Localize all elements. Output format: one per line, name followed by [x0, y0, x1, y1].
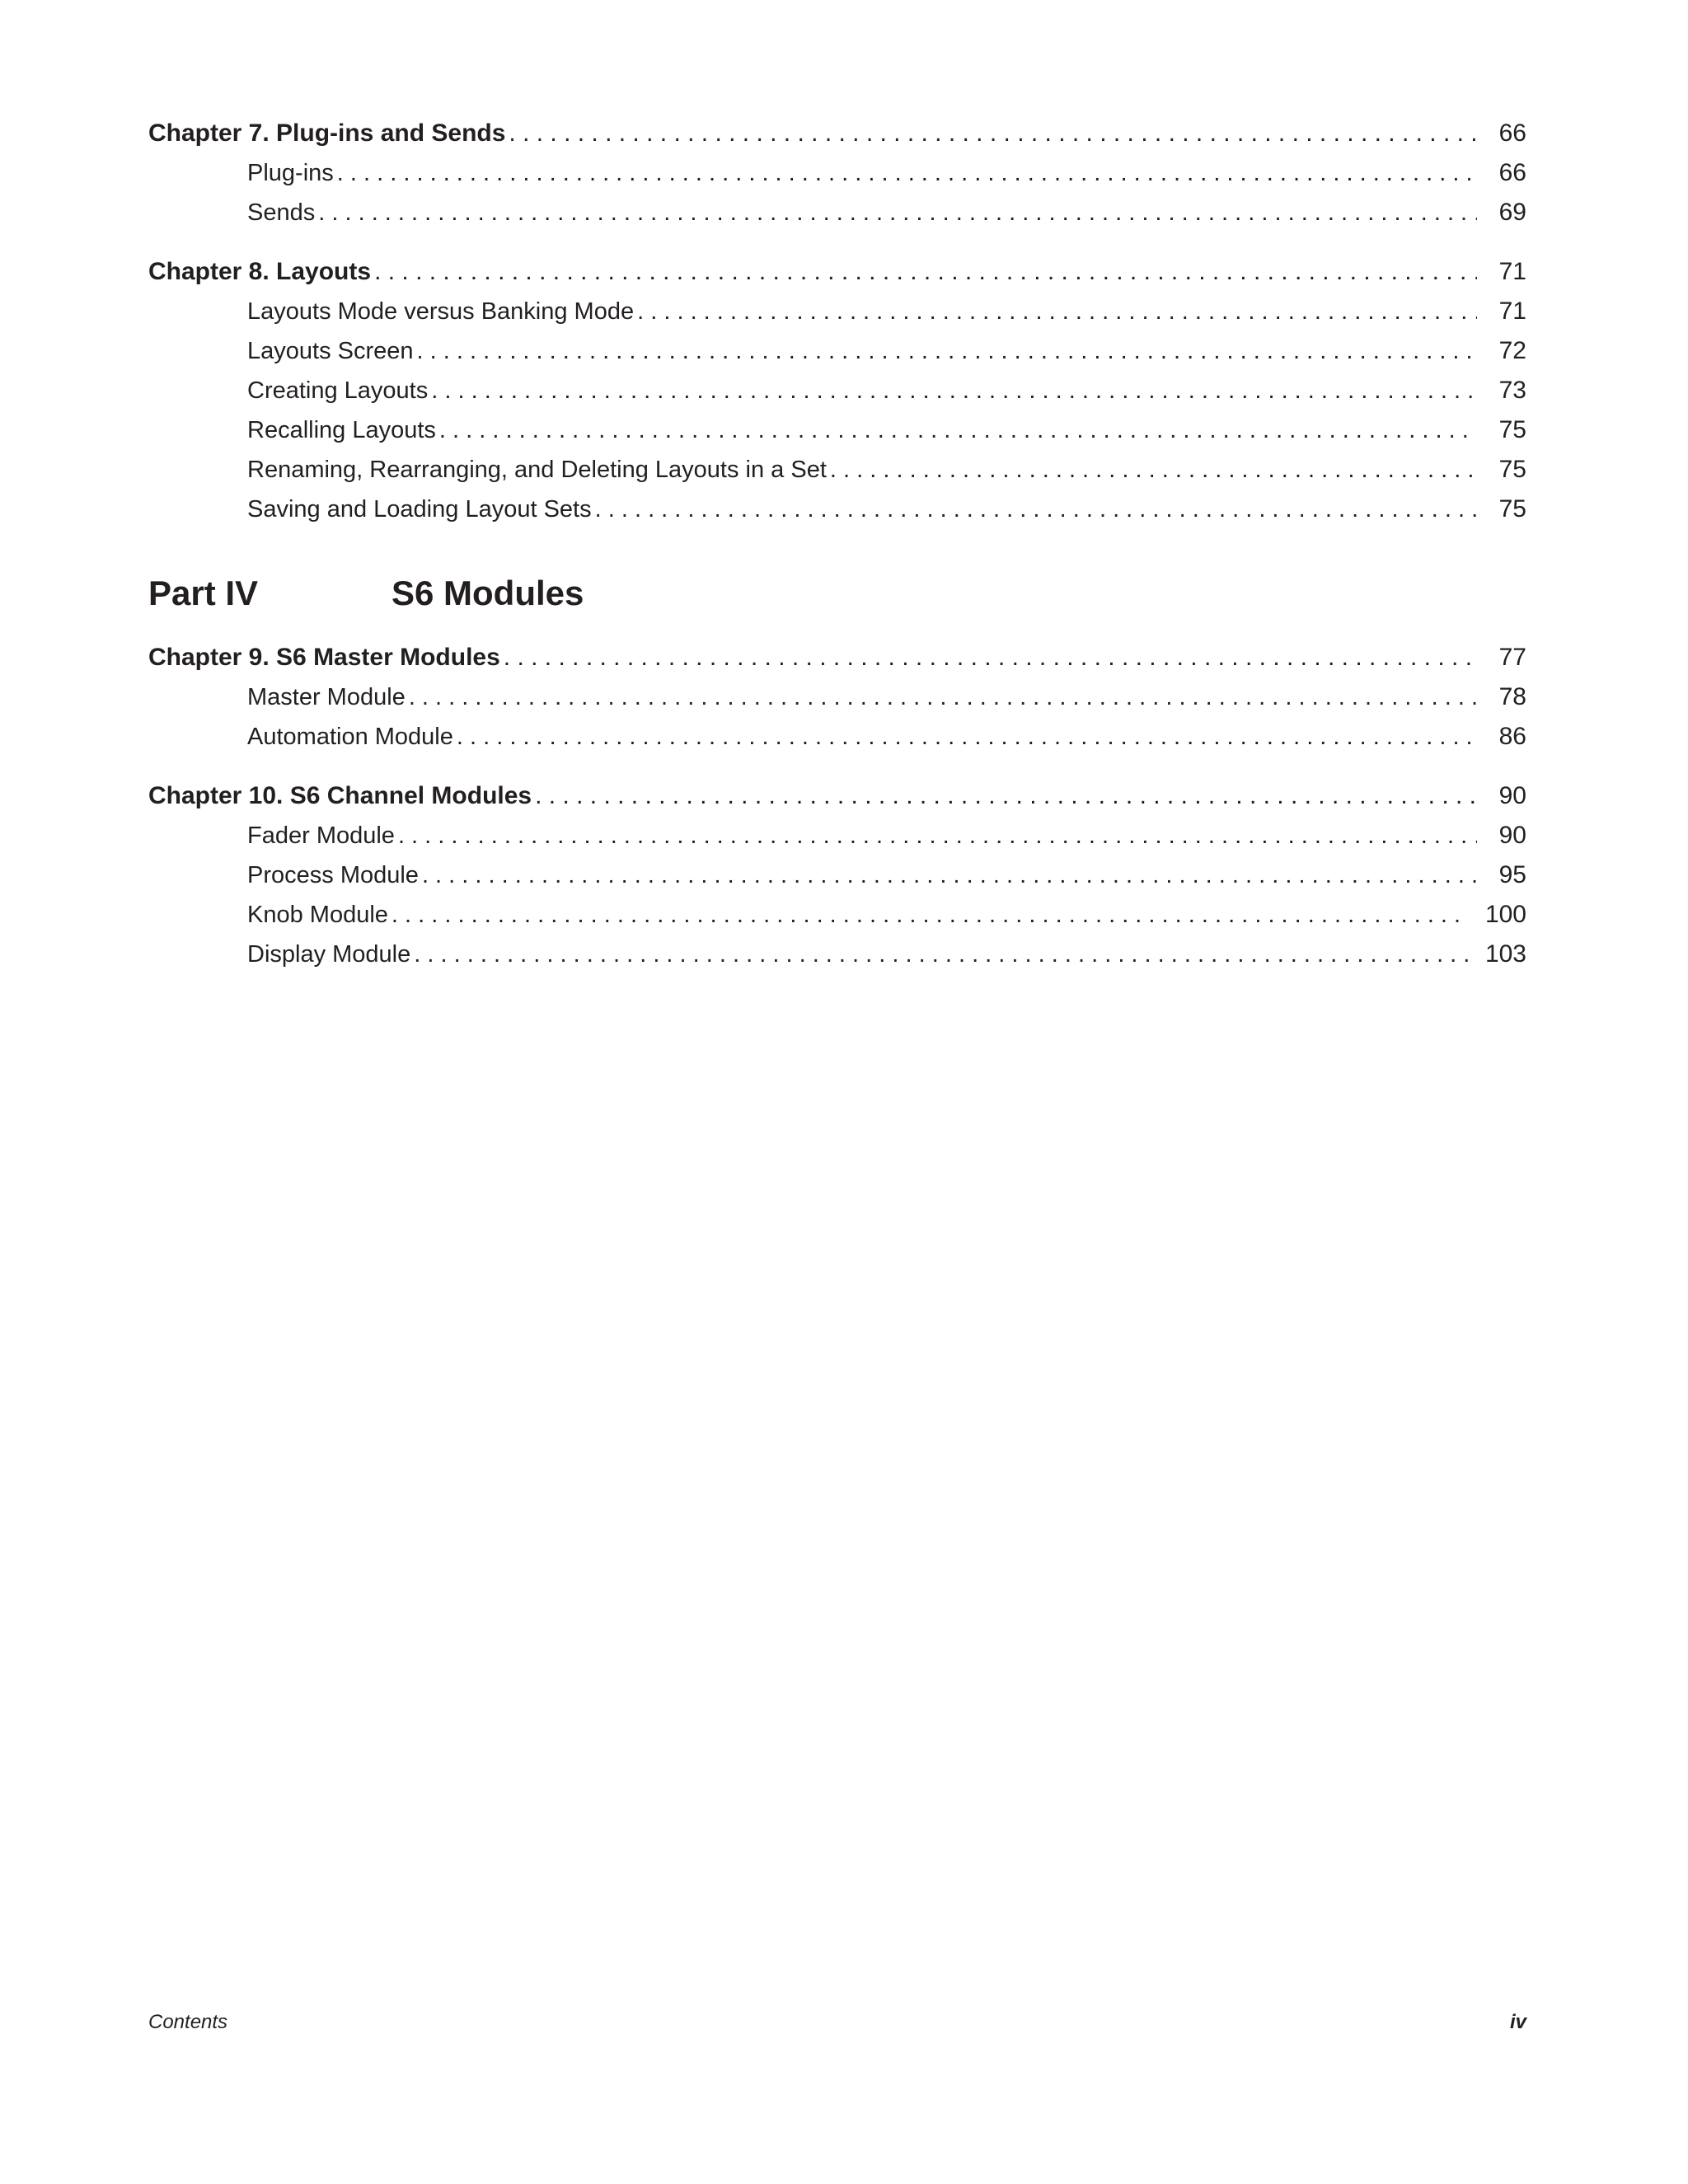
toc-section-entry[interactable]	[148, 371, 1526, 410]
footer-page-number: iv	[1509, 2011, 1526, 2033]
toc-page-number: 103	[1484, 940, 1526, 968]
dot-leader	[315, 193, 1477, 232]
dot-leader	[436, 410, 1477, 450]
toc-section-title: Plug-ins	[247, 160, 334, 186]
toc-section-entry[interactable]	[148, 935, 1526, 974]
toc-section-entry[interactable]	[148, 331, 1526, 371]
spacer	[148, 621, 1526, 638]
dot-leader	[827, 450, 1477, 490]
toc-page-number: 75	[1498, 456, 1526, 483]
toc-chapter-entry[interactable]	[148, 252, 1526, 292]
toc-section-title: Creating Layouts	[247, 377, 429, 404]
spacer	[148, 232, 1526, 252]
toc-chapter-title: Chapter 10. S6 Channel Modules	[148, 782, 532, 809]
toc-section-title: Saving and Loading Layout Sets	[247, 496, 592, 523]
toc-part-heading	[148, 565, 1526, 621]
toc-section-title: Sends	[247, 199, 316, 226]
spacer	[148, 529, 1526, 565]
toc-page-number: 71	[1498, 298, 1526, 325]
toc-chapter-title: Chapter 9. S6 Master Modules	[148, 644, 500, 671]
toc-section-title: Renaming, Rearranging, and Deleting Layouts in a Set	[247, 457, 827, 483]
toc-section-entry[interactable]	[148, 292, 1526, 331]
toc-page-number: 75	[1498, 416, 1526, 443]
toc-page-number: 69	[1498, 199, 1526, 226]
toc-section-entry[interactable]	[148, 450, 1526, 490]
toc-section-entry[interactable]	[148, 895, 1526, 935]
toc-section-title: Automation Module	[247, 724, 453, 750]
toc-page-number: 95	[1498, 861, 1526, 888]
dot-leader	[406, 677, 1477, 717]
toc-page-number: 73	[1498, 377, 1526, 404]
dot-leader	[428, 371, 1477, 410]
table-of-contents	[148, 114, 1526, 974]
dot-leader	[414, 331, 1477, 371]
dot-leader	[371, 252, 1477, 292]
dot-leader	[592, 490, 1477, 529]
toc-page-number: 77	[1498, 644, 1526, 671]
toc-chapter-title: Chapter 8. Layouts	[148, 258, 372, 285]
toc-section-title: Layouts Mode versus Banking Mode	[247, 298, 635, 325]
toc-chapter-entry[interactable]	[148, 114, 1526, 153]
toc-section-title: Fader Module	[247, 823, 395, 849]
footer-section-name: Contents	[148, 2011, 228, 2033]
dot-leader	[453, 717, 1477, 757]
dot-leader	[634, 292, 1477, 331]
toc-chapter-title: Chapter 7. Plug-ins and Sends	[148, 120, 506, 147]
part-title: S6 Modules	[392, 574, 584, 612]
dot-leader	[505, 114, 1477, 153]
toc-section-title: Process Module	[247, 862, 419, 888]
toc-section-title: Display Module	[247, 941, 411, 968]
toc-page-number: 86	[1498, 723, 1526, 750]
toc-section-title: Layouts Screen	[247, 338, 414, 364]
toc-page-number: 72	[1498, 337, 1526, 364]
toc-section-title: Master Module	[247, 684, 406, 710]
toc-section-entry[interactable]	[148, 410, 1526, 450]
toc-page-number: 90	[1498, 782, 1526, 809]
dot-leader	[395, 816, 1477, 855]
toc-page-number: 66	[1498, 159, 1526, 186]
toc-page-number: 71	[1498, 258, 1526, 285]
toc-section-entry[interactable]	[148, 677, 1526, 717]
toc-page-number: 100	[1484, 901, 1526, 928]
toc-chapter-entry[interactable]	[148, 776, 1526, 816]
toc-section-entry[interactable]	[148, 816, 1526, 855]
toc-page-number: 90	[1498, 822, 1526, 849]
toc-page-number: 66	[1498, 120, 1526, 147]
dot-leader	[410, 935, 1469, 974]
dot-leader	[334, 153, 1477, 193]
toc-section-entry[interactable]	[148, 717, 1526, 757]
dot-leader	[388, 895, 1469, 935]
toc-chapter-entry[interactable]	[148, 638, 1526, 677]
part-label: Part IV	[148, 574, 259, 612]
toc-section-entry[interactable]	[148, 153, 1526, 193]
dot-leader	[532, 776, 1477, 816]
dot-leader	[419, 855, 1477, 895]
page-footer	[148, 2011, 1526, 2034]
toc-page-number: 75	[1498, 495, 1526, 523]
toc-section-entry[interactable]	[148, 193, 1526, 232]
toc-page-number: 78	[1498, 683, 1526, 710]
spacer	[148, 757, 1526, 776]
toc-section-entry[interactable]	[148, 490, 1526, 529]
toc-section-title: Knob Module	[247, 902, 388, 928]
dot-leader	[500, 638, 1477, 677]
toc-section-title: Recalling Layouts	[247, 417, 436, 443]
toc-section-entry[interactable]	[148, 855, 1526, 895]
